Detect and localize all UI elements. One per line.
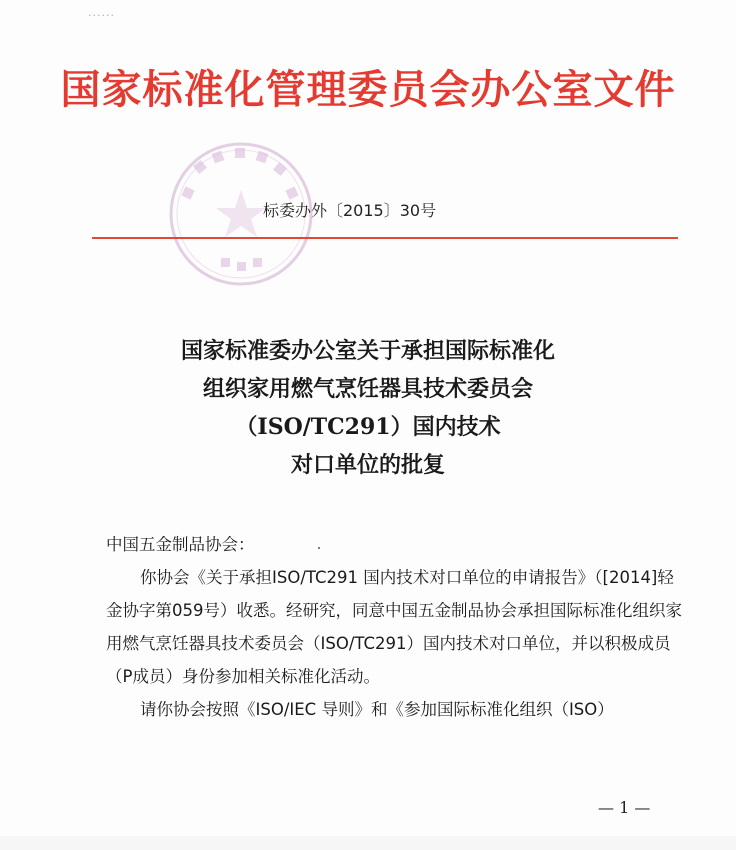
title-line-4: 对口单位的批复 — [290, 452, 445, 478]
page-number: — 1 — — [598, 798, 651, 817]
body-paragraph-1: 你协会《关于承担ISO/TC291 国内技术对口单位的申请报告》（[2014]轻金协字第059号）收悉。经研究，同意中国五金制品协会承担国际标准化组织家用燃气烹饪器具技术委员会（ISO/TC291）国内技术对口单位，并以积极成员（P成员）身份参加相关标准化活动。 — [106, 568, 682, 686]
issuer-header-title: 国家标准化管理委员会办公室文件 — [60, 66, 676, 113]
red-divider-rule — [92, 237, 678, 239]
document-body — [106, 528, 686, 726]
salutation: 中国五金制品协会： — [106, 535, 255, 554]
document-title — [0, 332, 736, 484]
title-line-3: （ISO/TC291）国内技术 — [235, 414, 501, 440]
document-number: 标委办外〔2015〕30号 — [263, 201, 437, 220]
title-line-2: 组织家用燃气烹饪器具技术委员会 — [202, 376, 533, 402]
bottom-page-edge — [0, 836, 736, 850]
title-line-1: 国家标准委办公室关于承担国际标准化 — [180, 338, 555, 364]
top-bleed-text: ...... — [88, 6, 115, 19]
body-paragraph-2: 请你协会按照《ISO/IEC 导则》和《参加国际标准化组织（ISO） — [140, 700, 614, 719]
